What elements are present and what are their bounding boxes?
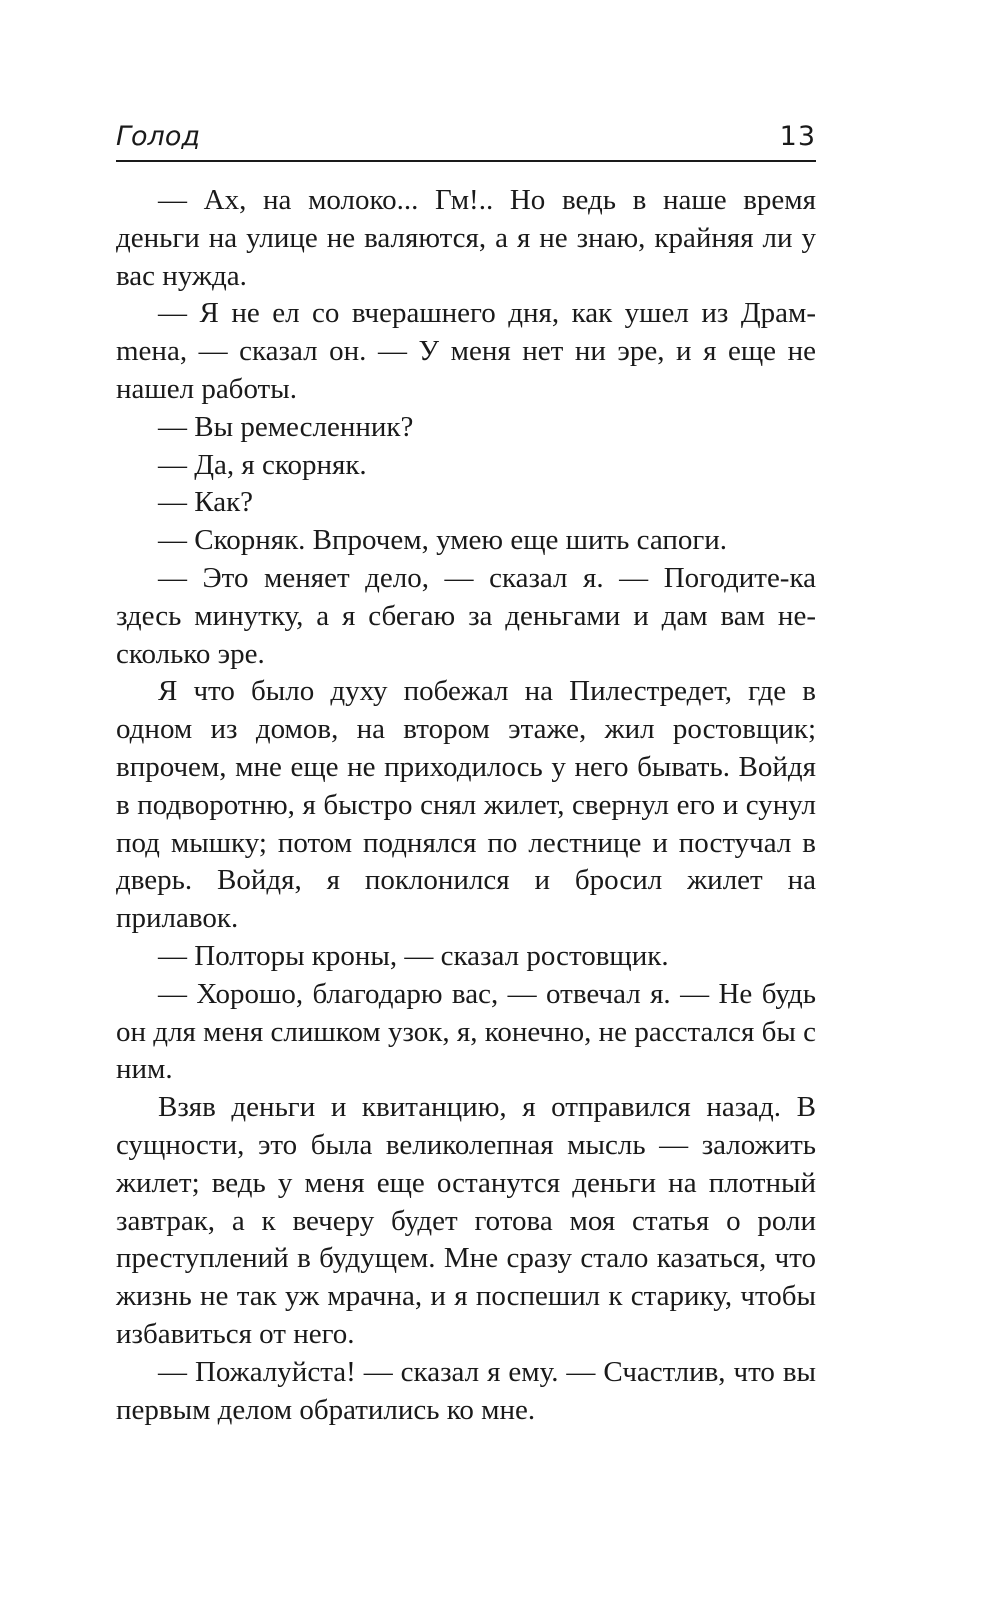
running-header <box>116 120 816 162</box>
paragraph: — Скорняк. Впрочем, умею еще шить сапоги. <box>158 524 728 557</box>
paragraph: — Это меняет дело, — сказал я. — Погодите-ка здесь минутку, а я сбегаю за деньгами и дам вам несколько эре. <box>116 561 816 670</box>
paragraph: Взяв деньги и квитанцию, я отправился назад. В сущности, это была великолепная мысль — заложить жилет; ведь у меня еще останутся деньги на плотный завтрак, а к вечеру будет готова моя статья о роли преступлений в будущем. Мне сразу стало казаться, что жизнь не так уж мрачна, и я поспешил к старику, чтобы избавиться от него. <box>116 1091 816 1350</box>
paragraph: — Полторы кроны, — сказал ростовщик. <box>158 939 669 972</box>
paragraph: — Пожалуйста! — сказал я ему. — Счастлив, что вы первым делом обратились ко мне. <box>116 1355 816 1426</box>
paragraph: — Вы ремесленник? <box>158 410 414 443</box>
page-number: 13 <box>779 121 816 152</box>
paragraph: Я что было духу побежал на Пилестредет, где в одном из домов, на втором этаже, жил ростовщик; впрочем, мне еще не приходилось у него бывать. Войдя в подворотню, я быстро снял жилет, свернул его и сунул под мышку; потом поднялся по лестнице и постучал в дверь. Войдя, я поклонился и бросил жилет на прилавок. <box>116 675 816 935</box>
paragraph: — Ах, на молоко... Гм!.. Но ведь в наше время деньги на улице не валяются, а я не знаю, крайняя ли у вас нужда. <box>116 184 816 292</box>
paragraph: — Я не ел со вчерашнего дня, как ушел из Драмmена, — сказал он. — У меня нет ни эре, и я еще не нашел работы. <box>116 297 816 405</box>
running-title: Голод <box>116 121 201 152</box>
body-text <box>116 182 816 1429</box>
paragraph: — Как? <box>158 486 254 519</box>
paragraph: — Да, я скорняк. <box>158 448 367 481</box>
paragraph: — Хорошо, благодарю вас, — отвечал я. — Не будь он для меня слишком узок, я, конечно, не расстался бы с ним. <box>116 977 816 1086</box>
book-page <box>116 120 816 1429</box>
